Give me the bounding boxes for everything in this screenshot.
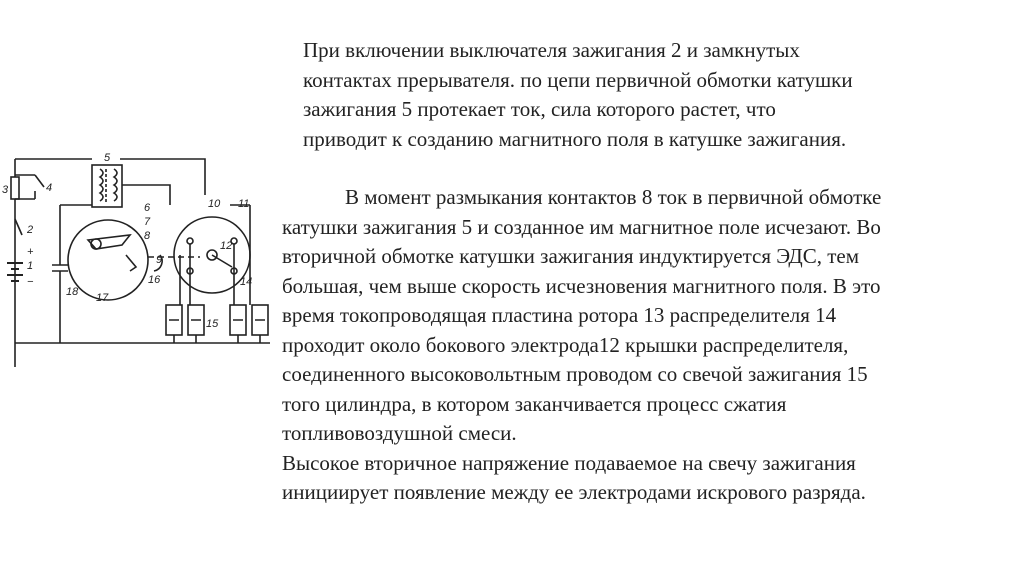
text-line: проходит около бокового электрода12 крышки распределителя, [282,332,849,357]
text-line: топливовоздушной смеси. [282,421,517,445]
diagram-label: 10 [208,198,221,210]
diagram-label: 4 [46,182,53,194]
paragraph-contacts-open [282,183,881,508]
diagram-label: 2 [27,224,34,236]
text-line: катушки зажигания 5 и созданное им магнитное поле исчезают. Во [282,214,881,239]
ignition-circuit-diagram [0,145,275,375]
text-line: зажигания 5 протекает ток, сила которого растет, что [303,97,776,121]
diagram-label: 5 [104,152,111,164]
diagram-label: 3 [2,184,9,196]
diagram-label: 12 [220,240,233,252]
diagram-label: 6 [144,202,151,214]
diagram-label: 11 [238,198,250,210]
diagram-label: 18 [66,286,79,298]
text-line: соединенного высоковольтным проводом со свечой зажигания 15 [282,362,868,386]
diagram-label: 9 [156,254,163,266]
diagram-label: − [27,276,34,288]
text-line: большая, чем выше скорость исчезновения магнитного поля. В это [282,273,881,298]
text-line: Высокое вторичное напряжение подаваемое на свечу зажигания [282,450,856,475]
text-line: вторичной обмотке катушки зажигания индуктируется ЭДС, тем [282,244,859,268]
text-line: При включении выключателя зажигания 2 и замкнутых [303,38,800,62]
text-line: инициирует появление между ее электродами искрового разряда. [282,480,866,504]
diagram-label: 17 [96,292,109,304]
diagram-label: 16 [148,274,161,286]
text-line: того цилиндра, в котором заканчивается процесс сжатия [282,391,787,416]
text-line: В момент размыкания контактов 8 ток в первичной обмотке [345,185,882,209]
diagram-label: 15 [206,318,219,330]
text-line: контактах прерывателя. по цепи первичной обмотки катушки [303,67,853,92]
diagram-label: 14 [240,276,253,288]
text-line: приводит к созданию магнитного поля в катушке зажигания. [303,126,847,151]
diagram-label: 7 [144,216,151,228]
diagram-label: + [27,246,34,258]
diagram-label: 1 [27,260,34,272]
paragraph-ignition-on [303,36,853,154]
text-line: время токопроводящая пластина ротора 13 распределителя 14 [282,303,837,327]
diagram-label: 8 [144,230,151,242]
